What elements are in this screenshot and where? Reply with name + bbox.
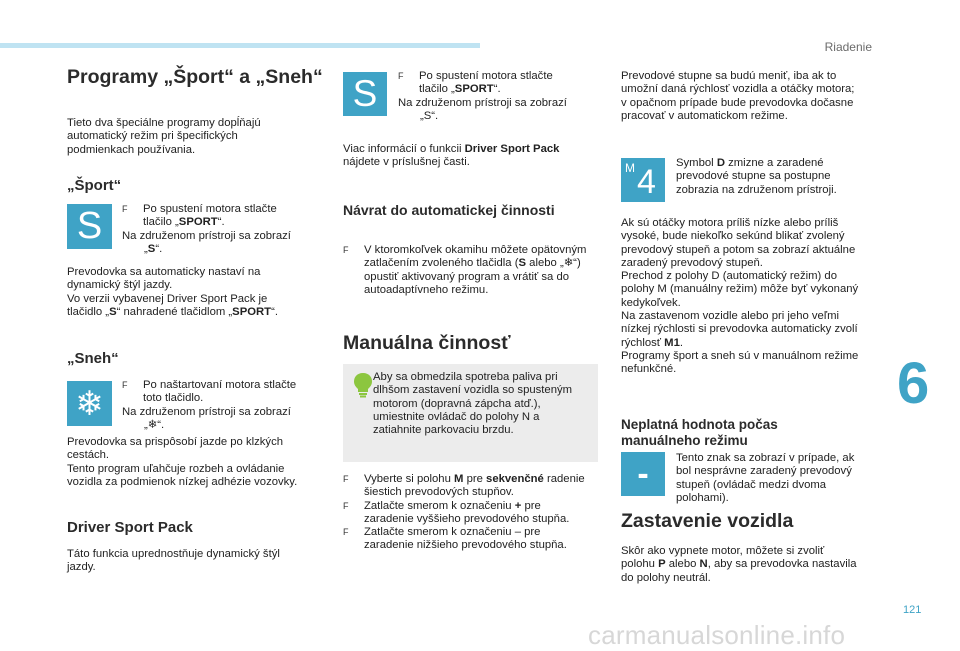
stop-vehicle-text: Skôr ako vypnete motor, môžete si zvoliť polohu P alebo N, aby sa prevodovka nastavila do polohy neutrál. [621,545,857,584]
chapter-number: 6 [897,351,930,416]
sport-description: Prevodovka sa automaticky nastaví na dynamický štýl jazdy. Vo verzii vybavenej Driver Sport Pack je tlačidlo „S“ nahradené tlačidlom „SPORT“. [67,266,278,318]
sport-heading: „Šport“ [67,177,122,194]
invalid-value-heading: Neplatná hodnota počas manuálneho režimu [621,417,778,448]
return-heading: Návrat do automatickej činnosti [343,202,555,218]
stop-vehicle-heading: Zastavenie vozidla [621,510,794,532]
sport-button-instructions: F Po spustení motora stlačte tlačilo „SPORT“. Na združenom prístroji sa zobrazí „S“. [398,70,567,122]
bullet-marker-icon: F [122,380,128,390]
snow-description: Prevodovka sa prispôsobí jazde po klzkých cestách. Tento program uľahčuje rozbeh a ovládanie vozidla za podmienok nízkej adhézie vozovky. [67,436,298,488]
watermark: carmanualsonline.info [588,620,846,650]
sport-s-icon: S [67,204,112,249]
lightbulb-icon [353,372,373,398]
snow-heading: „Sneh“ [67,350,119,367]
bullet-marker-icon: F [343,500,349,511]
driver-sport-pack-heading: Driver Sport Pack [67,519,193,536]
rpm-text: Ak sú otáčky motora príliš nízke alebo príliš vysoké, bude niekoľko sekúnd blikať zvolený prevodový stupeň a potom sa zobrazí aktuálne zaradený prevodový stupeň. Prechod z polohy D (automatický režim) do polohy M (manuálny režim) môže byť vykonaný kedykoľvek. Na zastavenom vozidle alebo pri jeho veľmi nízkej rýchlosti si prevodovka automaticky zvolí rýchlosť M1. Programy šport a sneh sú v manuálnom režime nefunkčné. [621,217,859,376]
page-title: Programy „Šport“ a „Sneh“ [67,66,323,88]
sport-s-icon-2: S [343,72,387,116]
snowflake-icon: ❄ [67,381,112,426]
manual-heading: Manuálna činnosť [343,332,511,354]
driver-sport-pack-text: Táto funkcia uprednostňuje dynamický štýl jazdy. [67,548,280,574]
bullet-marker-icon: F [343,527,349,538]
sport-instructions: F Po spustení motora stlačte tlačilo „SPORT“. Na združenom prístroji sa zobrazí „S“. [122,203,291,255]
section-title: Riadenie [824,40,872,54]
symbol-d-text: Symbol D zmizne a zaradené prevodové stupne sa postupne zobrazia na združenom prístroji. [676,157,837,196]
bullet-marker-icon: F [398,71,404,81]
bullet-marker-icon: F [122,204,128,214]
manual-instructions: F Vyberte si polohu M pre sekvenčné radenie šiestich prevodových stupňov. F Zatlačte smerom k označeniu + pre zaradenie vyššieho prevodového stupňa. F Zatlačte smerom k označeniu – pre zaradenie nižšieho prevodového stupňa. [343,473,585,552]
invalid-value-text: Tento znak sa zobrazí v prípade, ak bol nesprávne zaradený prevodový stupeň (ovládač medzi dvoma polohami). [676,452,855,504]
return-text: F V ktoromkoľvek okamihu môžete opätovným zatlačením zvoleného tlačidla (S alebo „❄“) opustiť aktivovaný program a vrátiť sa do autoadaptívneho režimu. [343,244,587,296]
intro-paragraph: Tieto dva špeciálne programy dopĺňajú automatický režim pri špecifických podmienkach používania. [67,117,261,156]
page-number: 121 [903,604,922,616]
bullet-marker-icon: F [343,245,349,255]
fuel-saving-note: Aby sa obmedzila spotreba paliva pri dlhšom zastavení vozidla so spusteným motorom (dopravná zápcha atď.), umiestnite ovládač do polohy N a zatiahnite parkovaciu brzdu. [343,364,598,462]
header-accent-bar [0,43,480,48]
manual-gear-m4-icon: M 4 [621,158,665,202]
gear-change-text: Prevodové stupne sa budú meniť, iba ak to umožní daná rýchlosť vozidla a otáčky motora; v opačnom prípade bude prevodovka dočasne pracovať v automatickom režime. [621,70,855,122]
bullet-marker-icon: F [343,474,349,484]
invalid-gear-dash-icon: - [621,452,665,496]
snow-instructions: F Po naštartovaní motora stlačte toto tlačidlo. Na združenom prístroji sa zobrazí „❄“. [122,379,297,431]
driver-sport-pack-info: Viac informácií o funkcii Driver Sport Pack nájdete v príslušnej časti. [343,143,560,169]
